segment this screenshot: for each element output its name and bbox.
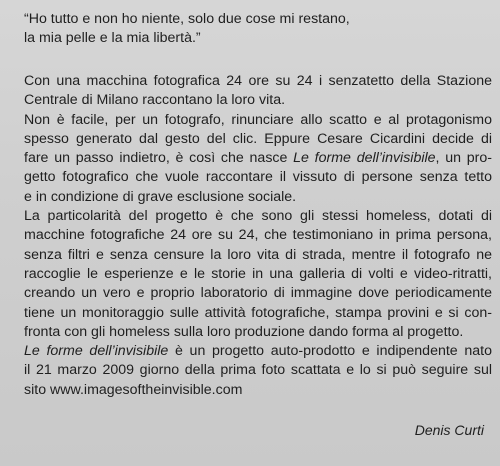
- text-line: Centrale di Milano raccontano la loro vita.: [24, 92, 286, 109]
- text-line: [24, 342, 492, 361]
- text-fragment: è un progetto auto-prodotto e indipendente nato: [168, 343, 492, 360]
- text-line: e in condizione di grave esclusione sociale.: [24, 188, 297, 205]
- text-line: [24, 149, 492, 168]
- text-line: Con una macchina fotografica 24 ore su 24 i senzatetto della Stazione: [24, 73, 492, 89]
- text-line: macchine fotografiche 24 ore su 24, che testimoniano in prima persona,: [24, 227, 492, 244]
- text-fragment: , un pro-: [435, 150, 492, 167]
- text-line: il 21 marzo 2009 giorno della prima foto scattata e lo si può seguire sul: [24, 362, 492, 379]
- text-line: creando un vero e proprio laboratorio di immagine dove periodicamente: [24, 285, 492, 302]
- text-line: fronta con gli homeless sulla loro produzione dando forma al progetto.: [24, 323, 464, 340]
- text-line: spesso generato dal gesto del clic. Eppure Cesare Cicardini decide di: [24, 130, 492, 147]
- text-line: senza filtri e senza censure la loro vita di strada, mentre il fotografo ne: [24, 246, 492, 263]
- text-line: sito www.imagesoftheinvisible.com: [24, 381, 243, 398]
- project-title: Le forme dell’invisibile: [293, 150, 436, 167]
- text-line: La particolarità del progetto è che sono gli stessi homeless, dotati di: [24, 208, 492, 225]
- article-body: [24, 72, 492, 400]
- text-fragment: fare un passo indietro, è così che nasce: [24, 150, 294, 167]
- author-signature: Denis Curti: [414, 422, 484, 438]
- opening-quote: [24, 10, 492, 48]
- text-line: Non è facile, per un fotografo, rinunciare allo scatto e al protagonismo: [24, 111, 492, 128]
- text-line: raccoglie le esperienze e le storie in una galleria di volti e video-ritratti,: [24, 265, 492, 282]
- project-title: Le forme dell’invisibile: [24, 343, 169, 360]
- text-line: tiene un monitoraggio sulle attività fotografiche, stampa provini e si con-: [24, 304, 492, 321]
- article: [24, 10, 492, 400]
- quote-line: “Ho tutto e non ho niente, solo due cose mi restano,: [24, 11, 350, 27]
- text-line: getto fotografico che vuole raccontare il vissuto di persone senza tetto: [24, 169, 492, 186]
- quote-line: la mia pelle e la mia libertà.”: [24, 30, 201, 46]
